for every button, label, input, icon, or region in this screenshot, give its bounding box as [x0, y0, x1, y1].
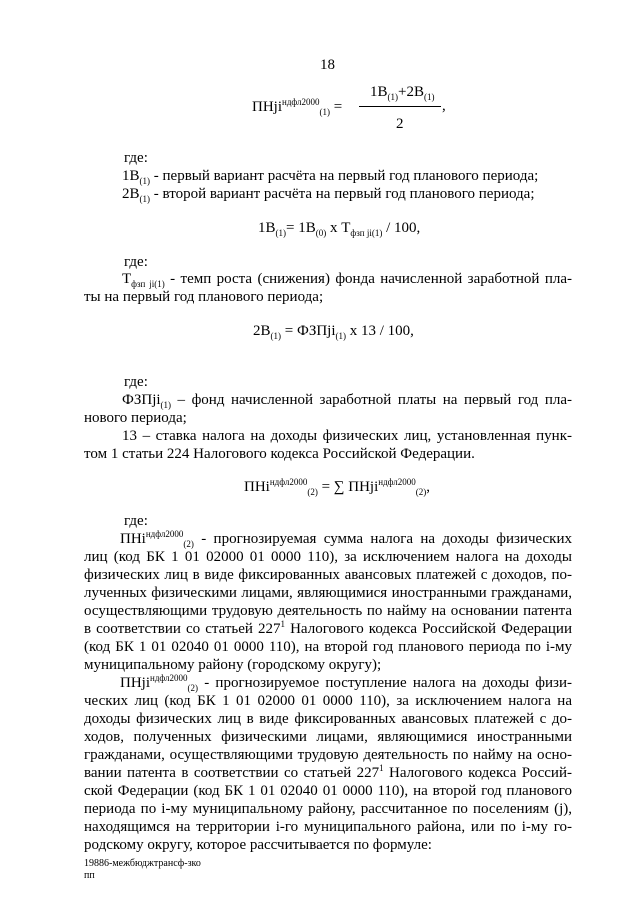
page-number: 18 [320, 57, 335, 73]
definition-pnji-line-9: находящимся на территории i-го муниципального района, или по i-му го- [84, 819, 572, 835]
definition-1b1: $1В_{(1)}$ - первый вариант расчёта на первый год планового периода; [122, 168, 539, 186]
definition-pni-line-6: в соответствии со статьей $227^1$ Налогового кодекса Российской Федерации [84, 619, 572, 637]
definition-pnji-line-7: ской Федерации (код БК 1 01 02040 01 0000 110), на второй год планового [84, 783, 572, 799]
formula-2: $1В_{(1)}= 1В_{(0)}$ х $Т_{фзп ji(1)} / 100$, [258, 220, 421, 238]
footer-initials: пп [84, 870, 95, 881]
definition-pni-line-1: ПНi$^{ндфл2000}_{(2)}$ - прогнозируемая сумма налога на доходы физических [120, 529, 572, 549]
definition-pnji-line-6: вании патента в соответствии со статьей $227^1$ Налогового кодекса Россий- [84, 763, 572, 781]
formula-1-lhs: ПНji$^{ндфл2000}_{(1)}$ = [252, 97, 343, 117]
definition-2b1: $2В_{(1)}$ - второй вариант расчёта на первый год планового периода; [122, 186, 535, 204]
definition-13-line-1: 13 – ставка налога на доходы физических лиц, установленная пунк- [122, 428, 572, 444]
where-label-3: где: [124, 374, 148, 390]
footer-doc-code: 19886-межбюджтрансф-зко [84, 858, 201, 869]
definition-13-line-2: том 1 статьи 224 Налогового кодекса Российской Федерации. [84, 446, 475, 462]
definition-t-line-2: ты на первый год планового периода; [84, 289, 324, 305]
definition-pni-line-3: физических лиц в виде фиксированных авансовых платежей с доходов, по- [84, 567, 572, 583]
definition-pnji-line-8: периода по i-му муниципальному району, рассчитанное по поселениям (j), [84, 801, 572, 817]
definition-pni-line-7: (код БК 1 01 02040 01 0000 110), на второй год планового периода по i-му [84, 639, 572, 655]
definition-t-line-1: $Т_{фзп ji(1)}$ - темп роста (снижения) фонда начисленной заработной пла- [122, 271, 572, 289]
formula-1-denominator: 2 [396, 116, 404, 132]
definition-fzp-line-2: нового периода; [84, 410, 187, 426]
formula-1-comma: , [442, 98, 446, 114]
where-label-2: где: [124, 254, 148, 270]
formula-3: $2В_{(1)}$ = ФЗПji$_{(1)}$ х 13 / 100, [253, 323, 414, 341]
definition-pnji-line-4: ходов, полученных физическими лицами, являющимися иностранными [84, 729, 572, 745]
definition-pnji-line-1: ПНji$^{ндфл2000}_{(2)}$ - прогнозируемое поступление налога на доходы физи- [120, 673, 572, 693]
definition-pnji-line-5: гражданами, осуществляющими трудовую деятельность по найму на осно- [84, 747, 572, 763]
formula-1-fraction-line [359, 106, 441, 107]
definition-pni-line-5: осуществляющими трудовую деятельность по найму на основании патента [84, 603, 572, 619]
where-label-1: где: [124, 150, 148, 166]
definition-pni-line-8: муниципальному району (городскому округу); [84, 657, 382, 673]
definition-pnji-line-10: родскому округу, которое рассчитывается по формуле: [84, 837, 432, 853]
where-label-4: где: [124, 513, 148, 529]
definition-pni-line-4: лученных физическими лицами, являющимися иностранными гражданами, [84, 585, 572, 601]
definition-fzp-line-1: ФЗПji$_{(1)}$ – фонд начисленной заработной платы на первый год пла- [122, 392, 572, 410]
definition-pnji-line-3: доходы физических лиц в виде фиксированных авансовых платежей с до- [84, 711, 572, 727]
formula-4: ПНi$^{ндфл2000}_{(2)}$ = ∑ ПНji$^{ндфл2000}_{(2)}$, [244, 477, 430, 497]
definition-pnji-line-2: ческих лиц (код БК 1 01 02000 01 0000 110), за исключением налога на [84, 693, 572, 709]
formula-1-numerator: $1В_{(1)}+2В_{(1)}$ [370, 84, 435, 102]
definition-pni-line-2: лиц (код БК 1 01 02000 01 0000 110), за исключением налога на доходы [84, 549, 572, 565]
